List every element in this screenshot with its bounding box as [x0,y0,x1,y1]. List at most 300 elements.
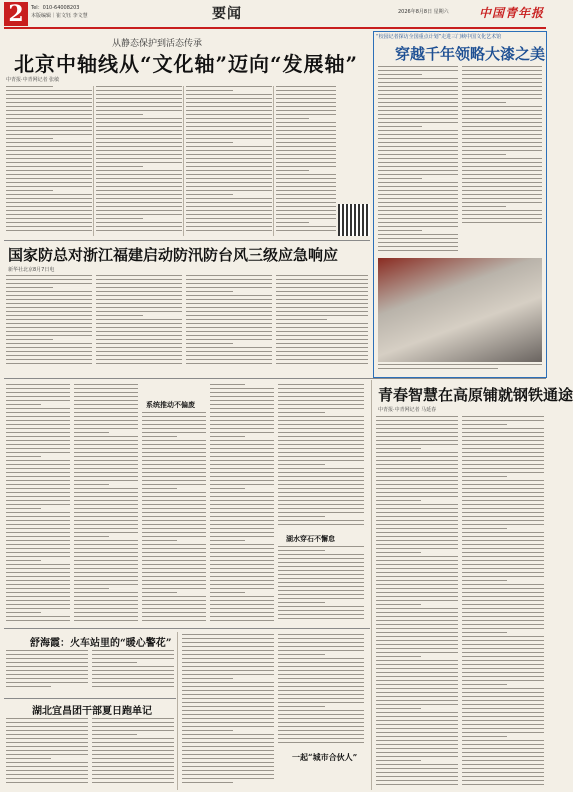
bottom-left-headline-2: 湖北宜昌团干部夏日跑单记 [32,706,152,717]
text-line [186,347,272,348]
text-line [186,130,272,131]
text-line [6,762,88,763]
text-line [6,658,88,659]
text-line [276,146,336,147]
text-line [278,706,325,707]
text-line [378,86,458,87]
text-line [276,114,336,115]
text-line [92,774,174,775]
text-line [6,508,41,509]
text-line [462,424,507,425]
text-line [278,670,364,671]
text-line [462,460,544,461]
text-line [278,500,364,501]
text-line [276,214,336,215]
text-line [376,436,458,437]
text-line [376,544,458,545]
text-line [142,440,206,441]
text-line [74,488,138,489]
text-line [96,299,182,300]
text-line [6,468,70,469]
text-line [186,114,272,115]
text-line [186,303,272,304]
text-line [6,572,70,573]
text-line [186,327,272,328]
text-line [462,532,544,533]
masthead-tel: Tel：010-64008203 [31,5,80,11]
text-line [462,716,544,717]
text-line [186,343,233,344]
text-line [96,126,182,127]
text-line [278,594,364,595]
text-line [96,114,143,115]
text-line [6,722,88,723]
text-line [142,424,206,425]
text-line [92,678,174,679]
text-line [182,682,274,683]
text-line [6,556,70,557]
text-line [186,86,272,87]
text-line [92,670,174,671]
text-line [376,492,458,493]
text-line [376,604,421,605]
text-line [6,608,70,609]
column-rule [177,632,178,790]
text-line [462,202,542,203]
text-line [74,460,138,461]
text-line [92,666,174,667]
text-line [278,694,364,695]
text-line [74,620,138,621]
text-line [96,335,182,336]
text-line [462,206,506,207]
text-line [278,504,364,505]
text-line [210,440,274,441]
text-line [462,66,542,67]
text-line [6,682,88,683]
text-line [182,658,274,659]
text-line [278,428,364,429]
text-line [6,774,88,775]
text-line [210,416,274,417]
section-divider [4,240,370,241]
text-line [74,500,138,501]
text-line [276,106,336,107]
text-line [462,536,544,537]
text-line [462,110,542,111]
text-line [74,584,138,585]
text-line [210,572,274,573]
text-line [186,138,272,139]
text-line [462,580,507,581]
text-line [142,472,206,473]
text-line [142,444,206,445]
text-line [6,612,41,613]
text-line [186,98,272,99]
feature-kicker: “校园记者探访全国重点计划”走进三门峡中国文化艺术馆 [376,34,502,40]
text-line [96,319,182,320]
text-line [6,516,70,517]
text-line [376,648,458,649]
text-line [142,616,206,617]
text-line [74,384,138,385]
text-line [276,122,336,123]
text-line [182,770,274,771]
text-line [6,90,92,91]
bottom-left-body-2a [6,718,88,788]
text-line [182,654,274,655]
text-line [92,778,174,779]
text-line [462,178,542,179]
text-line [276,339,368,340]
text-line [142,612,206,613]
text-line [210,396,274,397]
text-line [186,122,272,123]
text-line [276,206,336,207]
text-line [278,666,364,667]
text-line [376,656,421,657]
text-line [462,760,544,761]
text-line [210,544,274,545]
text-line [6,126,92,127]
text-line [210,552,274,553]
text-line [278,460,364,461]
text-line [462,680,544,681]
text-line [462,198,542,199]
text-line [276,166,336,167]
text-line [96,122,182,123]
text-line [462,700,544,701]
essay-col3 [142,412,206,624]
text-line [278,730,364,731]
text-line [462,624,544,625]
text-line [186,106,272,107]
text-line [74,548,138,549]
text-line [276,307,368,308]
text-line [6,674,88,675]
text-line [378,130,458,131]
text-line [6,170,92,171]
text-line [462,496,544,497]
text-line [378,178,422,179]
text-line [210,420,274,421]
text-line [378,78,458,79]
text-line [6,654,88,655]
text-line [276,178,336,179]
text-line [376,780,458,781]
text-line [6,726,88,727]
text-line [462,516,544,517]
text-line [210,400,274,401]
text-line [74,428,138,429]
lead-body-col3 [186,86,272,236]
text-line [378,142,458,143]
text-line [278,650,364,651]
text-line [96,327,182,328]
text-line [6,331,92,332]
text-line [462,620,544,621]
text-line [74,440,138,441]
text-line [462,544,544,545]
text-line [92,662,137,663]
text-line [376,664,458,665]
text-line [210,548,274,549]
text-line [142,584,206,585]
text-line [276,315,368,316]
text-line [92,750,174,751]
text-line [6,275,92,276]
text-line [74,560,138,561]
text-line [376,592,458,593]
text-line [6,600,70,601]
text-line [142,536,206,537]
text-line [6,130,92,131]
text-line [74,392,138,393]
text-line [182,750,274,751]
text-line [462,222,542,223]
text-line [182,738,274,739]
text-line [210,412,274,413]
text-line [462,90,542,91]
text-line [96,347,182,348]
text-line [74,516,138,517]
text-line [376,532,458,533]
text-line [6,343,92,344]
text-line [210,524,274,525]
text-line [276,359,368,360]
text-line [6,592,70,593]
text-line [210,452,274,453]
text-line [210,408,274,409]
text-line [6,279,92,280]
text-line [186,170,272,171]
text-line [92,738,174,739]
text-line [186,295,272,296]
text-line [462,560,544,561]
text-line [376,608,458,609]
text-line [276,311,368,312]
text-line [378,122,458,123]
text-line [182,734,274,735]
text-line [6,532,70,533]
text-line [376,776,458,777]
text-line [376,552,421,553]
text-line [186,359,272,360]
masthead-rule [4,27,546,29]
text-line [92,754,174,755]
text-line [92,746,174,747]
text-line [142,532,206,533]
text-line [186,319,272,320]
text-line [6,291,92,292]
text-line [186,287,272,288]
text-line [278,686,364,687]
text-line [96,210,182,211]
text-line [276,343,368,344]
text-line [462,94,542,95]
text-line [96,343,182,344]
text-line [186,202,272,203]
text-line [6,198,92,199]
text-line [6,359,92,360]
text-line [278,468,364,469]
text-line [6,620,70,621]
bottom-left-body-1b [92,650,174,692]
text-line [74,436,138,437]
text-line [278,638,364,639]
text-line [462,652,544,653]
text-line [186,206,272,207]
text-line [6,174,92,175]
text-line [6,182,92,183]
text-line [96,230,182,231]
text-line [182,746,274,747]
text-line [6,564,70,565]
text-line [376,724,458,725]
text-line [96,323,182,324]
text-line [6,392,70,393]
text-line [74,540,138,541]
text-line [276,331,368,332]
text-line [462,564,544,565]
text-line [74,400,138,401]
text-line [378,82,458,83]
text-line [74,600,138,601]
text-line [74,564,138,565]
text-line [278,566,364,567]
text-line [186,190,272,191]
text-line [462,740,544,741]
text-line [74,416,138,417]
text-line [462,684,507,685]
text-line [376,764,458,765]
text-line [376,548,458,549]
text-line [6,114,92,115]
text-line [376,472,458,473]
qr-code[interactable] [338,204,370,236]
text-line [210,484,274,485]
text-line [376,760,421,761]
text-line [278,690,364,691]
text-line [462,688,544,689]
text-line [462,428,544,429]
text-line [376,500,421,501]
text-line [182,646,274,647]
lead-kicker: 从静态保护到活态传承 [112,39,203,49]
text-line [278,416,364,417]
text-line [378,94,458,95]
text-line [378,230,422,231]
text-line [92,766,174,767]
text-line [378,106,458,107]
text-line [276,162,336,163]
text-line [278,404,364,405]
text-line [276,174,336,175]
text-line [6,86,53,87]
text-line [278,682,364,683]
text-line [462,214,542,215]
text-line [6,456,41,457]
text-line [6,327,92,328]
text-line [378,102,458,103]
text-line [376,708,421,709]
text-line [376,488,458,489]
text-line [378,194,458,195]
text-line [210,596,274,597]
text-line [376,716,458,717]
text-line [376,428,458,429]
text-line [96,355,182,356]
feature-body-col2 [462,66,542,226]
text-line [142,500,206,501]
text-line [462,488,544,489]
text-line [142,540,177,541]
text-line [462,210,542,211]
text-line [74,568,138,569]
text-line [6,210,92,211]
text-line [462,632,507,633]
text-line [376,704,458,705]
text-line [462,640,544,641]
text-line [74,508,138,509]
essay-col2 [74,384,138,624]
text-line [210,508,274,509]
section-title: 要闻 [212,6,242,22]
text-line [278,496,364,497]
text-line [74,396,138,397]
text-line [6,718,88,719]
text-line [6,384,70,385]
text-line [6,283,92,284]
text-line [376,712,458,713]
text-line [462,616,544,617]
text-line [376,452,458,453]
text-line [92,658,174,659]
text-line [278,392,364,393]
text-line [6,303,92,304]
text-line [278,432,364,433]
text-line [376,516,458,517]
text-line [376,632,458,633]
text-line [276,86,336,87]
text-line [378,198,458,199]
text-line [378,190,458,191]
text-line [96,222,182,223]
text-line [186,158,272,159]
text-line [376,476,458,477]
text-line [462,768,544,769]
text-line [462,436,544,437]
text-line [278,396,364,397]
text-line [376,460,458,461]
text-line [278,662,364,663]
text-line [186,154,272,155]
text-line [142,504,206,505]
text-line [6,311,92,312]
text-line [74,444,138,445]
text-line [376,748,458,749]
text-line [462,660,544,661]
text-line [376,740,458,741]
text-line [278,448,364,449]
text-line [142,436,177,437]
text-line [278,714,364,715]
text-line [186,351,272,352]
text-line [182,662,274,663]
text-line [462,704,544,705]
text-line [376,600,458,601]
text-line [92,686,174,687]
